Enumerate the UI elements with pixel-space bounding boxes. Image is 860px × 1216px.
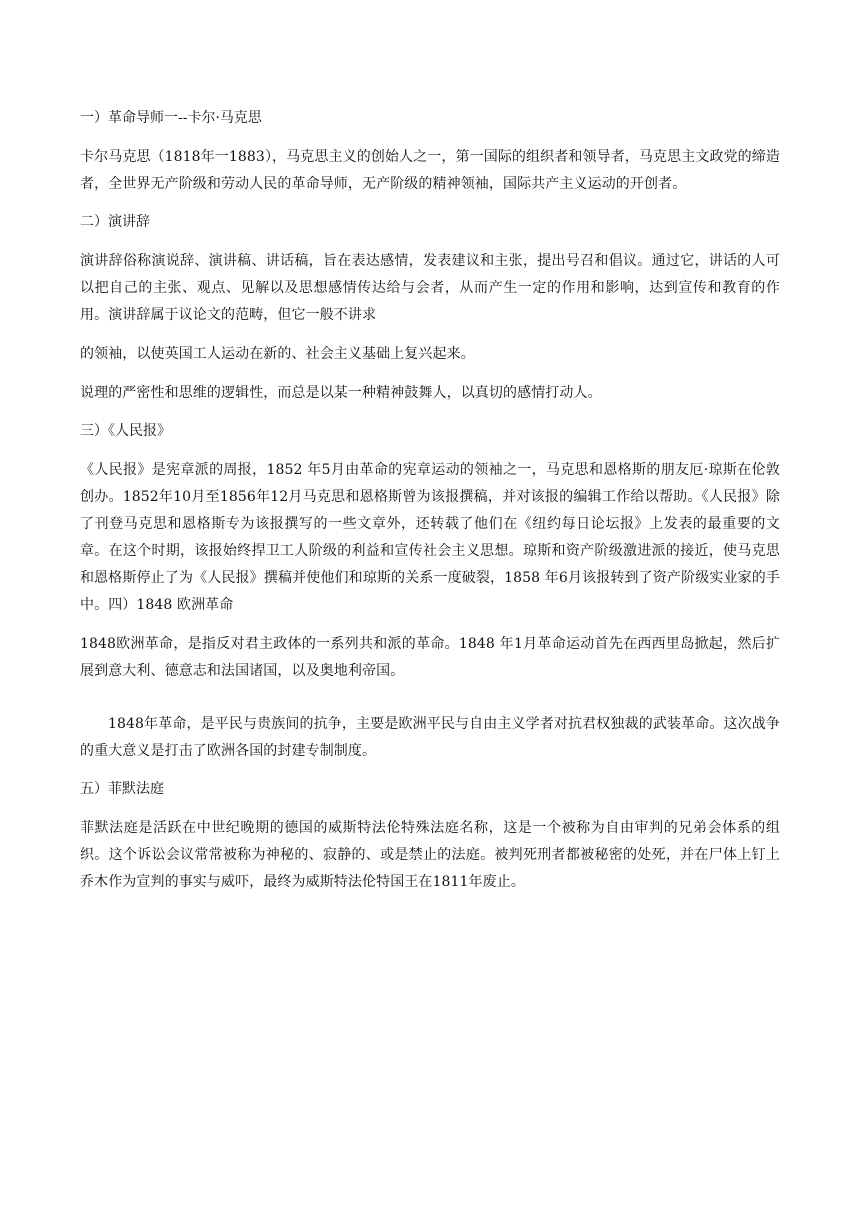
- paragraph-fragment-leader: 的领袖，以使英国工人运动在新的、社会主义基础上复兴起来。: [80, 346, 475, 362]
- paragraph-vehmic-court: 菲默法庭是活跃在中世纪晚期的德国的威斯特法伦特殊法庭名称，这是一个被称为自由审判的兄弟会体系的组织。这个诉讼会议常常被称为神秘的、寂静的、或是禁止的法庭。被判死刑者都被秘密的处死，并在尸体上钉上乔木作为宣判的事实与威吓，最终为威斯特法伦特国王在1811年废止。: [80, 820, 780, 890]
- paragraph-marx-bio: 卡尔马克思（1818年一1883），马克思主义的创始人之一，第一国际的组织者和领导者，马克思主文政党的缔造者，全世界无产阶级和劳动人民的革命导师，无产阶级的精神领袖，国际共产主义运动的开创者。: [80, 149, 780, 192]
- paragraph-1848-significance: 1848年革命，是平民与贵族间的抗争，主要是欧洲平民与自由主义学者对抗君权独裁的武装革命。这次战争的重大意义是打击了欧洲各国的封建专制制度。: [80, 716, 780, 759]
- section-heading-vehmic-court: 五）菲默法庭: [80, 781, 164, 797]
- section-heading-marx: 一）革命导师一--卡尔·马克思: [80, 110, 262, 126]
- paragraph-fragment-reasoning: 说理的严密性和思维的逻辑性，而总是以某一种精神鼓舞人，以真切的感情打动人。: [80, 385, 602, 401]
- section-heading-speech: 二）演讲辞: [80, 214, 150, 230]
- document-body: [80, 106, 780, 908]
- paragraph-1848-revolution: 1848欧洲革命，是指反对君主政体的一系列共和派的革命。1848 年1月革命运动首先在西西里岛掀起，然后扩展到意大利、德意志和法国诸国，以及奥地利帝国。: [80, 636, 780, 679]
- paragraph-peoples-paper: 《人民报》是宪章派的周报，1852 年5月由革命的宪章运动的领袖之一，马克思和恩格斯的朋友厄·琼斯在伦敦创办。1852年10月至1856年12月马克思和恩格斯曾为该报撰稿，并对该报的编辑工作给以帮助。《人民报》除了刊登马克思和恩格斯专为该报撰写的一些文章外，还转载了他们在《纽约每日论坛报》上发表的最重要的文章。在这个时期，该报始终捍卫工人阶级的利益和宣传社会主义思想。琼斯和资产阶级激进派的接近，使马克思和恩格斯停止了为《人民报》撰稿并使他们和琼斯的关系一度破裂，1858 年6月该报转到了资产阶级实业家的手中。四）1848 欧洲革命: [80, 462, 780, 613]
- paragraph-speech-definition: 演讲辞俗称演说辞、演讲稿、讲话稿，旨在表达感情，发表建议和主张，提出号召和倡议。通过它，讲话的人可以把自己的主张、观点、见解以及思想感情传达给与会者，从而产生一定的作用和影响，达到宣传和教育的作用。演讲辞属于议论文的范畴，但它一般不讲求: [80, 253, 780, 323]
- section-heading-peoples-paper: 三）《人民报》: [80, 423, 171, 439]
